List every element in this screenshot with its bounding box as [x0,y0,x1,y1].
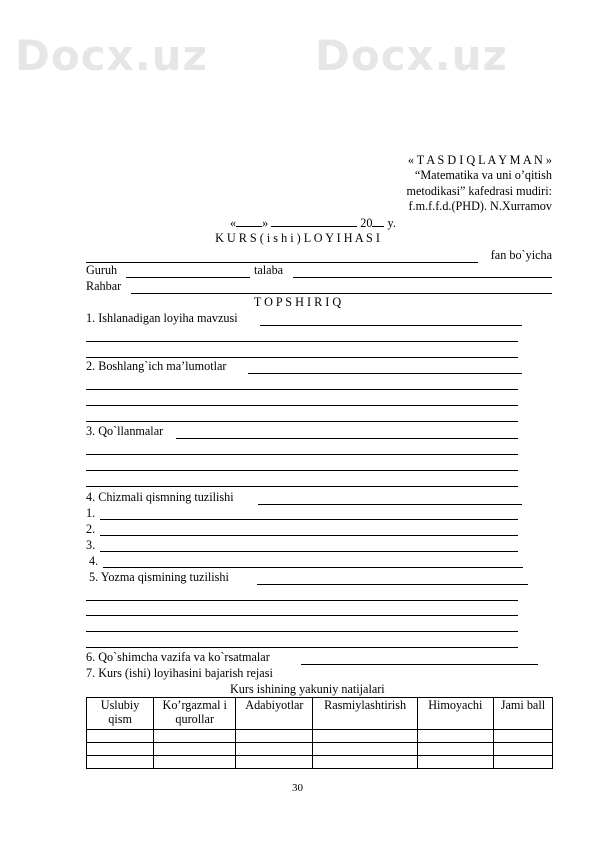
fill-line [86,600,518,601]
fill-line [86,389,518,390]
table-header: Ko’rgazmal i qurollar [154,698,236,730]
fill-line [86,647,518,648]
leader-label: Rahbar [86,279,122,293]
table-cell [236,743,313,756]
fill-line [100,535,518,536]
item-topic: 1. Ishlanadigan loyiha mavzusi [86,311,238,325]
table-caption: Kurs ishining yakuniy natijalari [230,682,385,696]
item-written-part: 5. Yozma qismining tuzilishi [89,570,229,584]
table-header: Uslubiy qism [87,698,154,730]
table-cell [493,743,552,756]
approval-heading: « T A S D I Q L A Y M A N » [407,153,552,167]
sub-item: 2. [86,522,96,536]
fill-line [86,405,518,406]
watermark-text: Docx.uz [315,31,509,80]
fill-line [248,373,522,374]
sub-item: 1. [86,506,96,520]
subject-suffix: fan bo`yicha [490,248,552,262]
fill-line [100,551,518,552]
watermark-text: Docx.uz [15,31,209,80]
table-cell [87,756,154,769]
fill-line [176,438,518,439]
group-label: Guruh [86,263,118,277]
table-cell [154,756,236,769]
fill-line [86,470,518,471]
table-cell [313,743,417,756]
fill-line [86,486,518,487]
table-cell [493,756,552,769]
leader-line [131,293,552,294]
fill-line [86,631,518,632]
page-title: K U R S ( i s h i ) L O Y I H A S I [215,231,380,245]
table-cell [493,730,552,743]
group-line [126,277,250,278]
item-schedule: 7. Kurs (ishi) loyihasini bajarish rejasi [86,666,273,680]
item-manuals: 3. Qo`llanmalar [86,424,164,438]
watermark [0,0,595,150]
student-line [293,277,552,278]
fill-line [86,357,518,358]
table-cell [87,730,154,743]
table-cell [417,756,493,769]
fill-line [100,519,518,520]
table-cell [313,756,417,769]
task-title: T O P S H I R I Q [253,295,342,309]
item-extra-tasks: 6. Qo`shimcha vazifa va ko`rsatmalar [86,650,270,664]
table-cell [417,730,493,743]
table-row [87,756,553,769]
item-drawing-part: 4. Chizmali qismning tuzilishi [86,490,234,504]
fill-line [103,567,523,568]
table-cell [417,743,493,756]
table-cell [313,730,417,743]
table-header-row [87,698,553,730]
fill-line [258,504,522,505]
sub-item: 3. [86,538,96,552]
table-cell [154,743,236,756]
fill-line [260,325,522,326]
table-cell [236,730,313,743]
table-header: Himoyachi [417,698,493,730]
table-cell [236,756,313,769]
fill-line [86,615,518,616]
fill-line [301,664,538,665]
fill-line [86,421,518,422]
fill-line [86,454,518,455]
page-number: 30 [292,782,303,794]
approval-line: metodikasi” kafedrasi mudiri: [406,184,552,198]
table-header: Rasmiylashtirish [313,698,417,730]
student-label: talaba [254,263,284,277]
table-header: Jami ball [493,698,552,730]
approval-line: “Matematika va uni o’qitish [414,168,552,182]
approval-line: f.m.f.f.d.(PHD). N.Xurramov [408,199,552,213]
item-initial-data: 2. Boshlang`ich ma’lumotlar [86,359,227,373]
approval-date: « » 20 y. [230,216,396,230]
table-row [87,730,553,743]
fill-line [257,584,528,585]
table-cell [87,743,154,756]
results-table [86,697,553,769]
sub-item: 4. [89,554,99,568]
table-cell [154,730,236,743]
table-header: Adabiyotlar [236,698,313,730]
table-row [87,743,553,756]
fill-line [86,341,518,342]
